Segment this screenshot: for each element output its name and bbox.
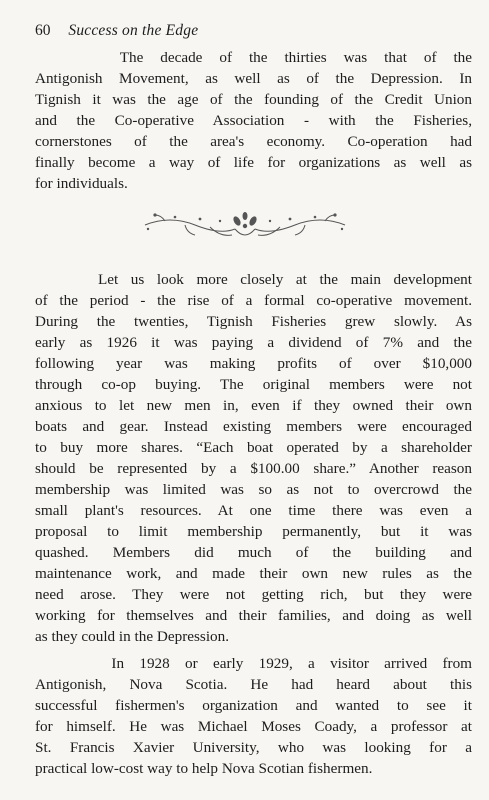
text-line: finally become a way of life for organizations as well as [35, 154, 472, 171]
text-line: During the twenties, Tignish Fisheries grew slowly. As [35, 313, 472, 330]
text-line: Antigonish Movement, as well as of the Depression. In [35, 70, 472, 87]
text-line: membership was limited was so as not to overcrowd the [35, 481, 472, 498]
text-line: The decade of the thirties was that of the [35, 49, 472, 66]
text-line: working for themselves and their families, and doing as well [35, 607, 472, 624]
text-line: Tignish it was the age of the founding of the Credit Union [35, 91, 472, 108]
running-title: Success on the Edge [68, 22, 199, 39]
paragraph-2 [35, 269, 472, 647]
text-line: for himself. He was Michael Moses Coady, a professor at [35, 718, 472, 735]
text-line: boats and gear. Instead existing members were encouraged [35, 418, 472, 435]
text-line: successful fishermen's organization and wanted to see it [35, 697, 472, 714]
text-line: quashed. Members did much of the building and [35, 544, 472, 561]
text-line: for individuals. [35, 175, 128, 192]
paragraph-3 [35, 653, 472, 779]
page-number: 60 [35, 22, 51, 39]
page-header [35, 22, 198, 40]
text-line: Antigonish, Nova Scotia. He had heard about this [35, 676, 472, 693]
text-line: as they could in the Depression. [35, 628, 230, 645]
text-line: Let us look more closely at the main development [35, 271, 472, 288]
text-line: St. Francis Xavier University, who was looking for a [35, 739, 472, 756]
text-line: In 1928 or early 1929, a visitor arrived from [35, 655, 472, 672]
paragraph-1 [35, 47, 472, 194]
text-line: should be represented by a $100.00 share.” Another reason [35, 460, 472, 477]
text-line: small plant's resources. At one time there was even a [35, 502, 472, 519]
text-line: proposal to limit membership permanently, but it was [35, 523, 472, 540]
floral-vine-ornament-icon [140, 207, 350, 247]
text-line: need arose. They were not getting rich, but they were [35, 586, 472, 603]
text-line: cornerstones of the area's economy. Co-operation had [35, 133, 472, 150]
text-line: early as 1926 it was paying a dividend of 7% and the [35, 334, 472, 351]
text-line: through co-op buying. The original members were not [35, 376, 472, 393]
text-line: and the Co-operative Association - with the Fisheries, [35, 112, 472, 129]
text-line: of the period - the rise of a formal co-operative movement. [35, 292, 472, 309]
text-line: anxious to let new men in, even if they owned their own [35, 397, 472, 414]
text-line: to buy more shares. “Each boat operated by a shareholder [35, 439, 472, 456]
text-line: following year was making profits of over $10,000 [35, 355, 472, 372]
text-line: practical low-cost way to help Nova Scotian fishermen. [35, 760, 373, 777]
text-line: maintenance work, and made their own new rules as the [35, 565, 472, 582]
